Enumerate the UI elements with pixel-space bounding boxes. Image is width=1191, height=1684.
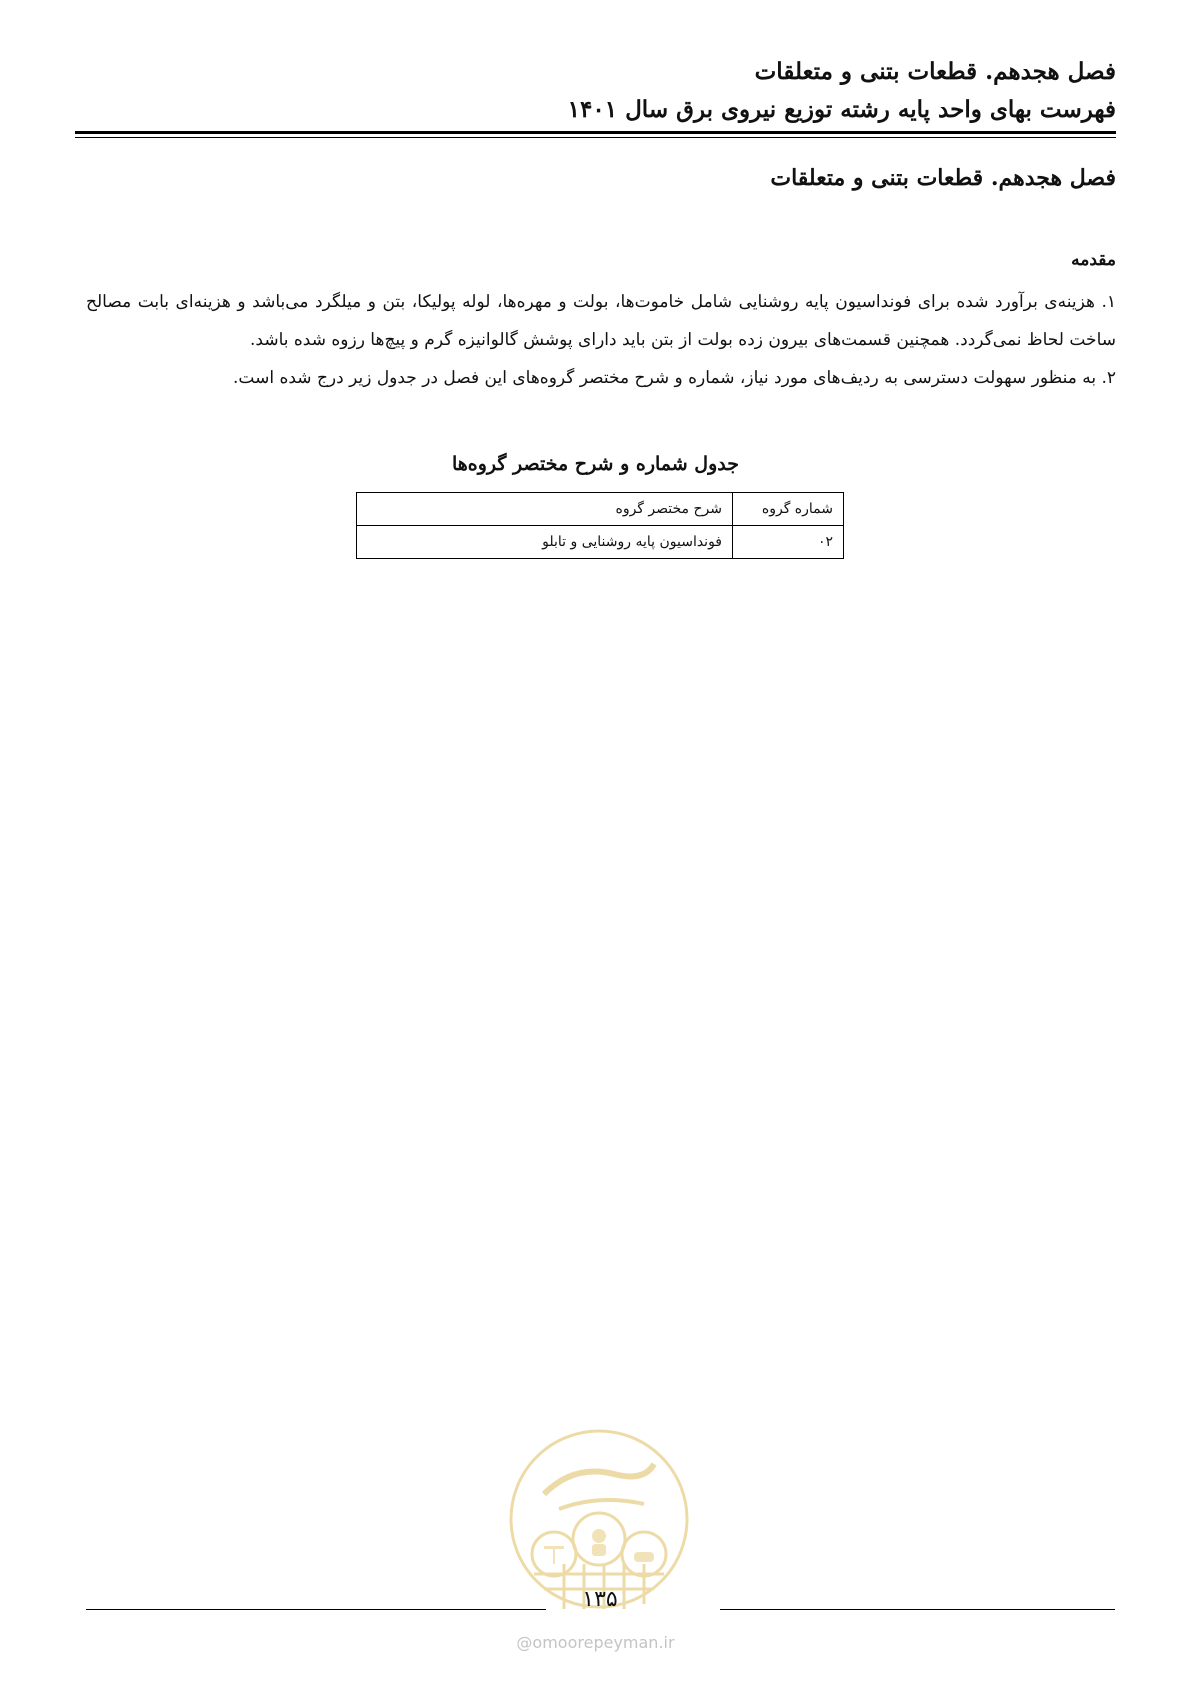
intro-paragraph-1: ۱. هزینه‌ی برآورد شده برای فونداسیون پایه روشنایی شامل خاموت‌ها، بولت و مهره‌ها، لوله پولیکا، بتن و میلگرد می‌باشد و هزینه‌ای بابت مصالح ساخت لحاظ نمی‌گردد. همچنین قسمت‌های بیرون زده بولت از بتن باید دارای پوشش گالوانیزه گرم و پیچ‌ها رزوه شده باشد. [86,292,1117,350]
section-title: فصل هجدهم. قطعات بتنی و متعلقات [770,165,1116,191]
footer-rule-left [86,1609,546,1610]
table-header-group-number: شماره گروه [733,493,844,526]
watermark-seal-logo [504,1424,694,1614]
table-row [357,526,844,559]
footer-rule-right [720,1609,1115,1610]
groups-table [356,492,844,559]
intro-heading: مقدمه [1071,250,1116,270]
table-header-group-description: شرح مختصر گروه [357,493,733,526]
watermark-url: @omoorepeyman.ir [516,1633,675,1652]
header-rule-thick [75,131,1116,134]
header-rule-thin [75,137,1116,138]
table-header-row [357,493,844,526]
table-cell-group-description: فونداسیون پایه روشنایی و تابلو [357,526,733,559]
header-chapter-title: فصل هجدهم. قطعات بتنی و متعلقات [754,58,1116,85]
header-book-title: فهرست بهای واحد پایه رشته توزیع نیروی برق سال ۱۴۰۱ [567,96,1116,123]
table-cell-group-number: ۰۲ [733,526,844,559]
intro-paragraph-2: ۲. به منظور سهولت دسترسی به ردیف‌های مورد نیاز، شماره و شرح مختصر گروه‌های این فصل در جدول زیر درج شده است. [233,368,1116,388]
table-title: جدول شماره و شرح مختصر گروه‌ها [451,453,740,475]
page-number: ۱۳۵ [582,1587,618,1612]
